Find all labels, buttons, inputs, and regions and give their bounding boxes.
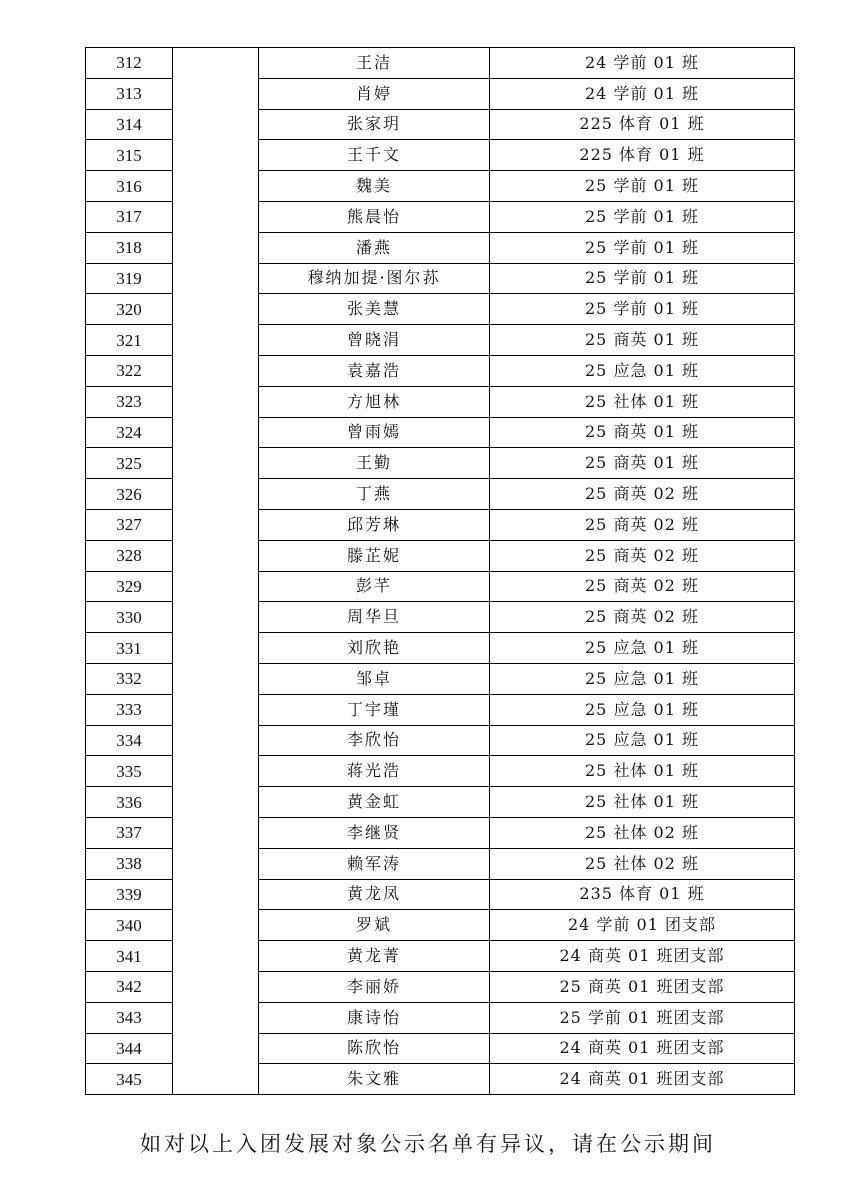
class-name: 25 社体 01 班 — [490, 386, 795, 417]
class-name: 25 商英 01 班 — [490, 417, 795, 448]
class-name: 25 应急 01 班 — [490, 355, 795, 386]
student-name: 李欣怡 — [259, 725, 490, 756]
student-name: 康诗怡 — [259, 1002, 490, 1033]
class-name: 25 社体 01 班 — [490, 756, 795, 787]
candidate-table — [85, 47, 795, 1095]
class-name: 25 社体 02 班 — [490, 848, 795, 879]
student-name: 黄龙菁 — [259, 941, 490, 972]
row-number: 334 — [86, 725, 173, 756]
row-number: 317 — [86, 201, 173, 232]
row-number: 320 — [86, 294, 173, 325]
class-name: 24 学前 01 团支部 — [490, 910, 795, 941]
class-name: 25 商英 02 班 — [490, 509, 795, 540]
class-name: 25 学前 01 班团支部 — [490, 1002, 795, 1033]
row-number: 338 — [86, 848, 173, 879]
class-name: 25 商英 01 班 — [490, 448, 795, 479]
class-name: 25 应急 01 班 — [490, 663, 795, 694]
row-number: 335 — [86, 756, 173, 787]
row-number: 331 — [86, 633, 173, 664]
student-name: 蒋光浩 — [259, 756, 490, 787]
class-name: 25 社体 02 班 — [490, 817, 795, 848]
student-name: 魏美 — [259, 171, 490, 202]
student-name: 王勤 — [259, 448, 490, 479]
class-name: 25 应急 01 班 — [490, 694, 795, 725]
class-name: 25 学前 01 班 — [490, 294, 795, 325]
student-name: 方旭林 — [259, 386, 490, 417]
class-name: 25 商英 02 班 — [490, 602, 795, 633]
student-name: 黄金虹 — [259, 787, 490, 818]
row-number: 342 — [86, 971, 173, 1002]
row-number: 319 — [86, 263, 173, 294]
class-name: 25 学前 01 班 — [490, 201, 795, 232]
row-number: 318 — [86, 232, 173, 263]
student-name: 王千文 — [259, 140, 490, 171]
row-number: 313 — [86, 78, 173, 109]
student-name: 邱芳琳 — [259, 509, 490, 540]
class-name: 24 商英 01 班团支部 — [490, 1033, 795, 1064]
row-number: 314 — [86, 109, 173, 140]
student-name: 刘欣艳 — [259, 633, 490, 664]
student-name: 袁嘉浩 — [259, 355, 490, 386]
row-number: 340 — [86, 910, 173, 941]
class-name: 25 学前 01 班 — [490, 171, 795, 202]
class-name: 225 体育 01 班 — [490, 140, 795, 171]
row-number: 312 — [86, 48, 173, 79]
row-number: 315 — [86, 140, 173, 171]
student-name: 朱文雅 — [259, 1064, 490, 1095]
row-number: 322 — [86, 355, 173, 386]
class-name: 25 商英 02 班 — [490, 540, 795, 571]
row-number: 341 — [86, 941, 173, 972]
class-name: 24 商英 01 班团支部 — [490, 1064, 795, 1095]
student-name: 李丽娇 — [259, 971, 490, 1002]
student-name: 王洁 — [259, 48, 490, 79]
class-name: 25 商英 01 班 — [490, 325, 795, 356]
class-name: 24 商英 01 班团支部 — [490, 941, 795, 972]
student-name: 潘燕 — [259, 232, 490, 263]
class-name: 25 商英 02 班 — [490, 479, 795, 510]
student-name: 周华旦 — [259, 602, 490, 633]
class-name: 25 商英 01 班团支部 — [490, 971, 795, 1002]
student-name: 熊晨怡 — [259, 201, 490, 232]
class-name: 25 应急 01 班 — [490, 725, 795, 756]
class-name: 25 应急 01 班 — [490, 633, 795, 664]
row-number: 330 — [86, 602, 173, 633]
row-number: 339 — [86, 879, 173, 910]
row-number: 328 — [86, 540, 173, 571]
class-name: 25 社体 01 班 — [490, 787, 795, 818]
student-name: 穆纳加提·图尔荪 — [259, 263, 490, 294]
student-name: 张美慧 — [259, 294, 490, 325]
row-number: 321 — [86, 325, 173, 356]
row-number: 344 — [86, 1033, 173, 1064]
class-name: 25 学前 01 班 — [490, 232, 795, 263]
student-name: 曾晓涓 — [259, 325, 490, 356]
student-name: 滕芷妮 — [259, 540, 490, 571]
row-number: 329 — [86, 571, 173, 602]
row-number: 327 — [86, 509, 173, 540]
student-name: 曾雨嫣 — [259, 417, 490, 448]
student-name: 丁宇瑾 — [259, 694, 490, 725]
student-name: 丁燕 — [259, 479, 490, 510]
class-name: 24 学前 01 班 — [490, 78, 795, 109]
table-row — [86, 48, 795, 79]
student-name: 彭芊 — [259, 571, 490, 602]
notice-text: 如对以上入团发展对象公示名单有异议，请在公示期间 — [140, 1132, 716, 1156]
student-name: 李继贤 — [259, 817, 490, 848]
row-number: 337 — [86, 817, 173, 848]
student-name: 罗斌 — [259, 910, 490, 941]
row-number: 325 — [86, 448, 173, 479]
row-number: 323 — [86, 386, 173, 417]
candidate-table-body — [86, 48, 795, 1095]
row-number: 324 — [86, 417, 173, 448]
student-name: 黄龙凤 — [259, 879, 490, 910]
class-name: 24 学前 01 班 — [490, 48, 795, 79]
merged-blank-cell — [173, 48, 259, 1095]
row-number: 316 — [86, 171, 173, 202]
student-name: 陈欣怡 — [259, 1033, 490, 1064]
row-number: 326 — [86, 479, 173, 510]
student-name: 张家玥 — [259, 109, 490, 140]
row-number: 345 — [86, 1064, 173, 1095]
student-name: 肖婷 — [259, 78, 490, 109]
row-number: 336 — [86, 787, 173, 818]
class-name: 225 体育 01 班 — [490, 109, 795, 140]
class-name: 25 商英 02 班 — [490, 571, 795, 602]
student-name: 赖军涛 — [259, 848, 490, 879]
class-name: 25 学前 01 班 — [490, 263, 795, 294]
class-name: 235 体育 01 班 — [490, 879, 795, 910]
student-name: 邹卓 — [259, 663, 490, 694]
row-number: 343 — [86, 1002, 173, 1033]
row-number: 332 — [86, 663, 173, 694]
row-number: 333 — [86, 694, 173, 725]
